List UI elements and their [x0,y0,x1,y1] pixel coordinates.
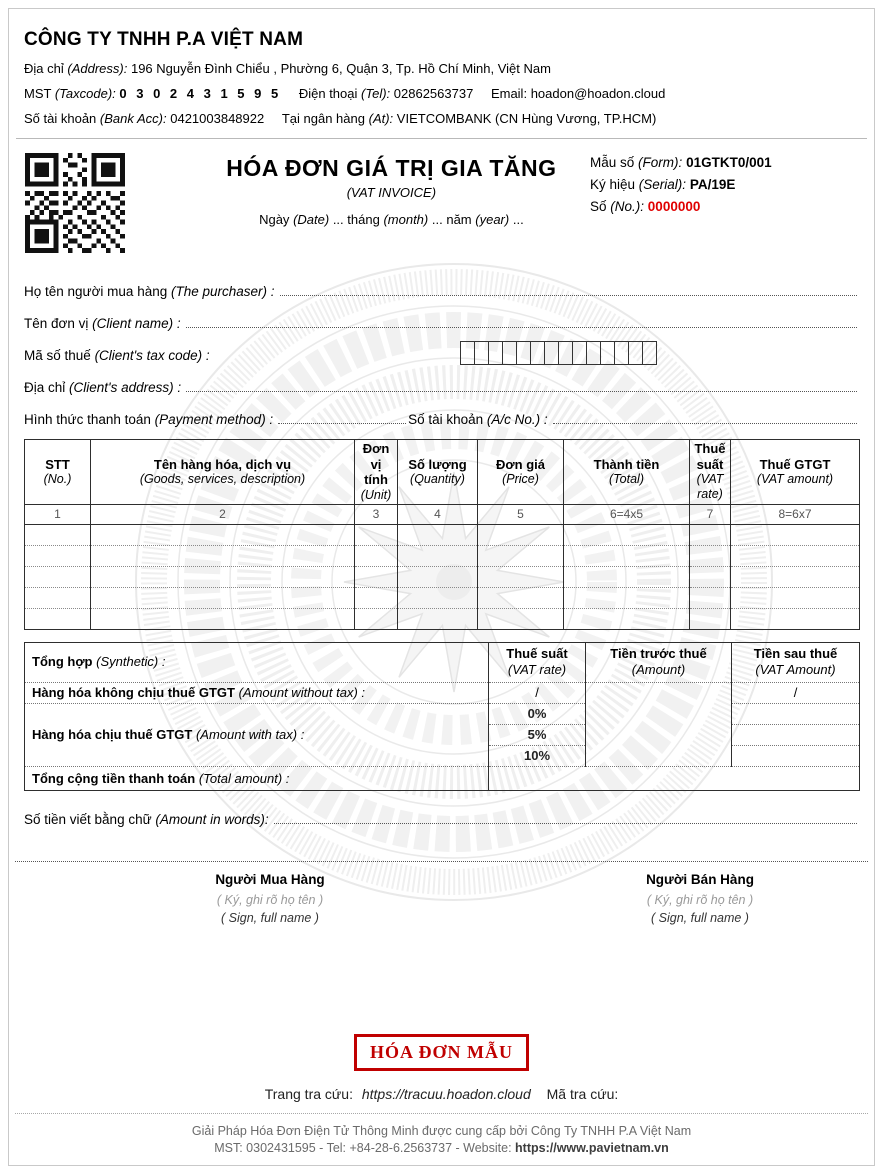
col-vat-rate: Thuế suất (VAT rate) [690,440,731,505]
email-label: Email: [490,86,528,101]
header-divider [16,138,867,139]
tax-code-cell [572,341,587,365]
seller-tax-line [24,86,859,101]
invoice-subtitle: (VAT INVOICE) [346,185,437,200]
summary-header-row: Tổng hợp (Synthetic) : Thuế suất (VAT rate) Tiền trước thuế (Amount) Tiền sau thuế (VAT Amount) [25,642,860,682]
tax-code-cell [558,341,573,365]
tel-value: 02862563737 [393,86,474,101]
no-tax-vat-cell: / [732,682,860,703]
invoice-title: HÓA ĐƠN GIÁ TRỊ GIA TĂNG [226,155,557,181]
col-stt: STT (No.) [25,440,91,505]
summary-row-total: Tổng cộng tiền thanh toán (Total amount) : [25,766,860,790]
bank-acc-label-en: (Bank Acc): [99,111,167,126]
rate-5-cell: 5% [489,724,586,745]
no-tax-rate-cell: / [489,682,586,703]
bank-name-label: Tại ngân hàng [281,111,365,126]
vat-10-cell [732,745,860,766]
lookup-url: https://tracuu.hoadon.cloud [361,1086,531,1102]
client-name-fill-line [186,327,857,328]
tel-label: Điện thoại [298,86,358,101]
seller-signature-note-en: ( Sign, full name ) [651,910,749,925]
col-unit: Đơn vị tính (Unit) [355,440,398,505]
lookup-code-label: Mã tra cứu: [546,1086,619,1102]
seller-signature-note-vn: ( Ký, ghi rõ họ tên ) [646,892,754,907]
footer [15,1113,868,1157]
col-quantity: Số lượng (Quantity) [398,440,478,505]
tax-code-cell [516,341,531,365]
page-frame [8,8,875,1166]
item-empty-row [25,608,860,629]
tax-code-cell [586,341,601,365]
buyer-signature-title: Người Mua Hàng [215,871,325,887]
buyer-signature-note-en: ( Sign, full name ) [221,910,319,925]
buyer-fields [24,279,859,427]
tax-code-grid [460,341,657,365]
address-label-en: (Address): [67,61,128,76]
footer-line-1: Giải Pháp Hóa Đơn Điện Tử Thông Minh được cung cấp bởi Công Ty TNHH P.A Việt Nam [191,1124,692,1138]
purchaser-fill-line [280,295,857,296]
vat-0-cell [732,703,860,724]
field-payment-method: Hình thức thanh toán (Payment method) : [24,412,408,427]
field-client-address: Địa chỉ (Client's address) : [24,375,859,395]
lookup-line [24,1086,859,1102]
bank-name-label-en: (At): [368,111,394,126]
bank-acc-label: Số tài khoản [24,111,97,126]
item-empty-row [25,587,860,608]
lookup-label: Trang tra cứu: [264,1086,353,1102]
title-row [24,151,859,265]
tax-code-cell [460,341,475,365]
invoice-meta-block [590,155,859,221]
field-account-no: Số tài khoản (A/c No.) : [408,412,859,427]
address-value: 196 Nguyễn Đình Chiểu , Phường 6, Quận 3, Tp. Hồ Chí Minh, Việt Nam [130,61,551,76]
amount-words-fill-line [274,823,857,824]
mst-label-en: (Taxcode): [54,86,116,101]
rate-0-cell: 0% [489,703,586,724]
item-empty-row [25,524,860,545]
item-empty-row [25,545,860,566]
total-amount-cell [489,766,860,790]
tax-code-cell [502,341,517,365]
col-goods: Tên hàng hóa, dịch vụ (Goods, services, description) [91,440,355,505]
tax-code-cell [614,341,629,365]
tax-code-cell [642,341,657,365]
seller-address-line [24,61,859,76]
amount-before-tax-cell [586,682,732,766]
summary-row-no-tax: Hàng hóa không chịu thuế GTGT (Amount without tax) : / / [25,682,860,703]
serial-line: Ký hiệu (Serial): PA/19E [590,177,736,192]
client-address-fill-line [186,391,857,392]
summary-table [24,642,860,791]
invoice-date-line: Ngày (Date) ... tháng (month) ... năm (year) ... [259,212,524,227]
invoice-number-line: Số (No.): 0000000 [590,199,701,214]
tax-code-cell [488,341,503,365]
buyer-signature-block [120,872,420,925]
tax-code-cell [530,341,545,365]
column-index-row: 1 2 3 4 5 6=4x5 7 8=6x7 [25,504,860,524]
summary-row-rate-0: Hàng hóa chịu thuế GTGT (Amount with tax) : 0% [25,703,860,724]
tax-code-cell [600,341,615,365]
mst-value: 0 3 0 2 4 3 1 5 9 5 [119,86,282,101]
item-empty-row [25,566,860,587]
field-client-name: Tên đơn vị (Client name) : [24,311,859,331]
footer-line-2: MST: 0302431595 - Tel: +84-28-6.2563737 - Website: https://www.pavietnam.vn [214,1141,669,1155]
mst-label: MST [24,86,52,101]
items-table [24,439,860,630]
tax-code-cell [544,341,559,365]
invoice-number-value: 0000000 [647,199,701,214]
form-number-line: Mẫu số (Form): 01GTKT0/001 [590,155,772,170]
tax-code-cell [474,341,489,365]
col-vat-amount: Thuế GTGT (VAT amount) [731,440,860,505]
tax-code-cell [628,341,643,365]
seller-bank-line [24,111,859,126]
signature-section [24,872,859,942]
address-label: Địa chỉ [24,61,64,76]
qr-code-icon [25,153,125,253]
company-name: CÔNG TY TNHH P.A VIỆT NAM [24,29,304,50]
email-value: hoadon@hoadon.cloud [530,86,666,101]
footer-website: https://www.pavietnam.vn [515,1141,669,1155]
amount-in-words-line: Số tiền viết bằng chữ (Amount in words): [24,807,859,827]
vat-5-cell [732,724,860,745]
seller-signature-title: Người Bán Hàng [646,871,754,887]
field-purchaser: Họ tên người mua hàng (The purchaser) : [24,279,859,299]
form-number-value: 01GTKT0/001 [686,155,772,170]
tel-label-en: (Tel): [361,86,391,101]
payment-method-fill-line [278,423,406,424]
bottom-block [9,1034,874,1157]
bank-acc-value: 0421003848922 [170,111,265,126]
col-price: Đơn giá (Price) [478,440,564,505]
buyer-signature-note-vn: ( Ký, ghi rõ họ tên ) [216,892,324,907]
rate-10-cell: 10% [489,745,586,766]
account-no-fill-line [553,423,857,424]
serial-value: PA/19E [689,177,736,192]
invoice-title-block [161,155,621,227]
seller-signature-block [550,872,850,925]
col-total: Thành tiền (Total) [564,440,690,505]
items-header-row [25,440,860,505]
sample-invoice-stamp: HÓA ĐƠN MẪU [354,1034,529,1071]
bank-name-value: VIETCOMBANK (CN Hùng Vương, TP.HCM) [396,111,657,126]
field-client-tax-code: Mã số thuế (Client's tax code) : [24,343,859,363]
field-payment-row [24,407,859,427]
section-divider-dotted [15,861,868,862]
